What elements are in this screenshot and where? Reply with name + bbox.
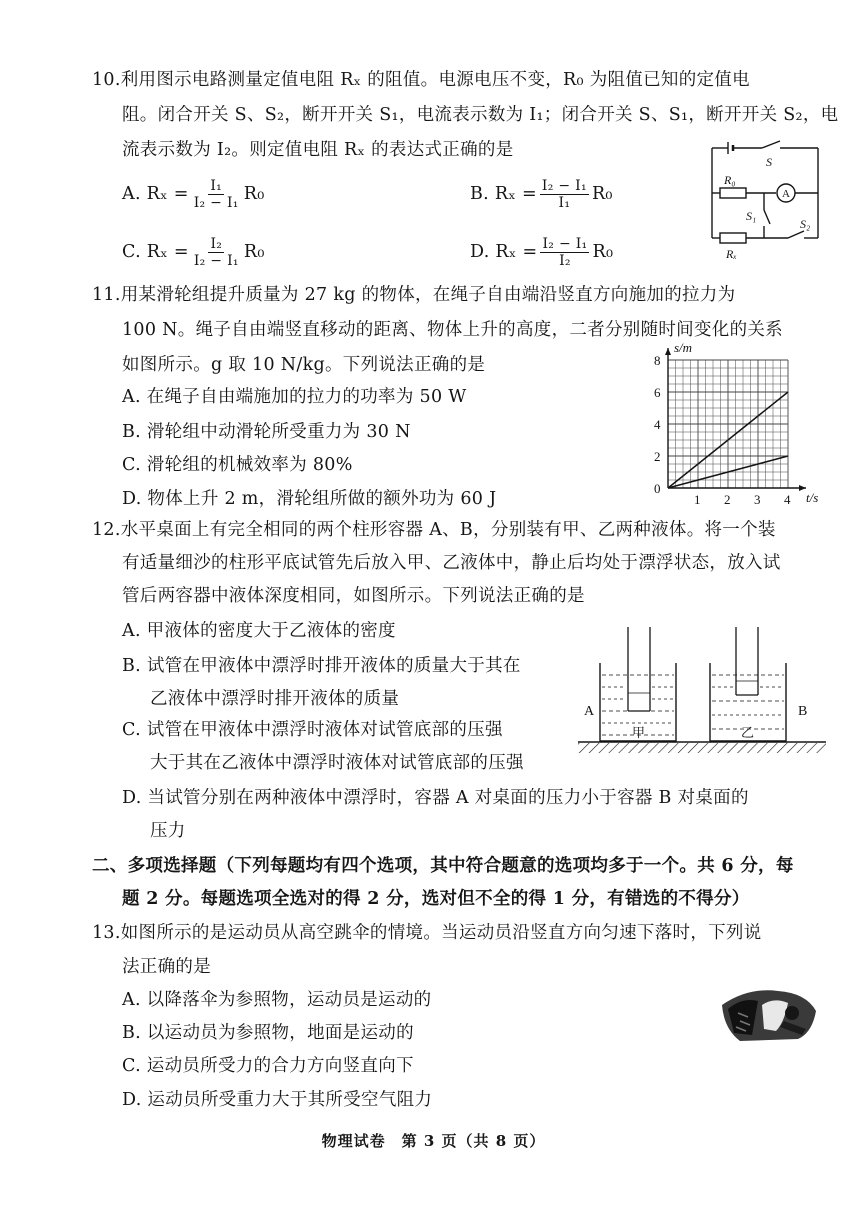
container-b-label: B [798, 704, 808, 719]
q11-option-d: D. 物体上升 2 m，滑轮组所做的额外功为 60 J [122, 489, 497, 509]
liquid-b-label: 乙 [741, 726, 755, 741]
q12-option-c-1: C. 试管在甲液体中漂浮时液体对试管底部的压强 [122, 720, 503, 740]
q10-option-c: C. Rₓ = $\frac{\text{I₂}}{\text{I₂ − I₁}}$ R₀ [122, 236, 265, 269]
q10-option-d: D. Rₓ = $\frac{\text{I₂ − I₁}}{\text{I₂}}$ R₀ [470, 236, 614, 269]
ammeter-symbol: A [782, 188, 790, 200]
q12-option-d-2: 压力 [150, 821, 186, 841]
x-axis-label: t/s [806, 490, 819, 505]
q12-option-c-2: 大于其在乙液体中漂浮时液体对试管底部的压强 [150, 753, 524, 773]
q13-option-d: D. 运动员所受重力大于其所受空气阻力 [122, 1090, 433, 1110]
q11-line-3: 如图所示。g 取 10 N/kg。下列说法正确的是 [122, 355, 486, 375]
chart-grid [668, 360, 788, 488]
y-tick-label: 0 [654, 481, 661, 496]
y-axis-arrow [665, 348, 671, 355]
page-footer: 物理试卷 第 3 页（共 8 页） [321, 1132, 546, 1150]
q10-option-a: A. Rₓ = $\frac{\text{I₁}}{\text{I₂ − I₁}}$ R₀ [122, 178, 265, 211]
x-tick-label: 3 [754, 492, 761, 507]
section-2-heading-line-1: 二、多项选择题（下列每题均有四个选项，其中符合题意的选项均多于一个。共 6 分，每 [92, 856, 794, 876]
q12-option-b-1: B. 试管在甲液体中漂浮时排开液体的质量大于其在 [122, 656, 521, 676]
x-tick-label: 2 [724, 492, 731, 507]
circuit-diagram [700, 138, 830, 268]
circuit-label-r0: R₀ [724, 173, 736, 187]
s-t-chart [640, 340, 830, 510]
y-tick-label: 2 [654, 449, 661, 464]
y-tick-label: 6 [654, 385, 661, 400]
q12-line-3: 管后两容器中液体深度相同，如图所示。下列说法正确的是 [122, 586, 585, 606]
q13-option-c: C. 运动员所受力的合力方向竖直向下 [122, 1056, 414, 1076]
y-tick-label: 4 [654, 417, 661, 432]
circuit-label-rx: Rₓ [726, 247, 737, 261]
x-tick-label: 4 [784, 492, 791, 507]
q10-option-b: B. Rₓ = $\frac{\text{I₂ − I₁}}{\text{I₁}}$ R₀ [470, 178, 613, 211]
liquid-a-label: 甲 [632, 726, 646, 741]
circuit-label-s1: S₁ [746, 209, 757, 223]
q13-line-1: 13.如图所示的是运动员从高空跳伞的情境。当运动员沿竖直方向匀速下落时，下列说 [92, 923, 762, 943]
containers-figure [578, 625, 828, 760]
x-tick-label: 1 [694, 492, 701, 507]
q13-option-a: A. 以降落伞为参照物，运动员是运动的 [122, 990, 432, 1010]
q12-line-1: 12.水平桌面上有完全相同的两个柱形容器 A、B，分别装有甲、乙两种液体。将一个装 [92, 520, 776, 540]
q13-line-2: 法正确的是 [122, 957, 211, 977]
section-2-heading-line-2: 题 2 分。每题选项全选对的得 2 分，选对但不全的得 1 分，有错选的不得分） [122, 889, 750, 909]
container-a-label: A [584, 704, 595, 719]
q11-line-1: 11.用某滑轮组提升质量为 27 kg 的物体，在绳子自由端沿竖直方向施加的拉力为 [92, 285, 736, 305]
y-tick-label: 8 [654, 353, 661, 368]
q11-option-a: A. 在绳子自由端施加的拉力的功率为 50 W [122, 387, 467, 407]
chart-ticks [654, 340, 818, 507]
q10-line-1: 10.利用图示电路测量定值电阻 Rₓ 的阻值。电源电压不变，R₀ 为阻值已知的定值电 [92, 70, 750, 90]
skydiver-photo [718, 983, 820, 1045]
q13-option-b: B. 以运动员为参照物，地面是运动的 [122, 1023, 414, 1043]
circuit-label-s2: S₂ [800, 217, 811, 231]
q11-line-2: 100 N。绳子自由端竖直移动的距离、物体上升的高度，二者分别随时间变化的关系 [122, 320, 783, 340]
q12-line-2: 有适量细沙的柱形平底试管先后放入甲、乙液体中，静止后均处于漂浮状态，放入试 [122, 553, 781, 573]
q12-option-a: A. 甲液体的密度大于乙液体的密度 [122, 621, 396, 641]
q10-line-2: 阻。闭合开关 S、S₂，断开开关 S₁，电流表示数为 I₁；闭合开关 S、S₁，断开开关 S₂，电 [122, 105, 839, 125]
q11-option-c: C. 滑轮组的机械效率为 80% [122, 455, 353, 475]
y-axis-label: s/m [674, 340, 693, 355]
q12-option-b-2: 乙液体中漂浮时排开液体的质量 [150, 689, 400, 709]
q12-option-d-1: D. 当试管分别在两种液体中漂浮时，容器 A 对桌面的压力小于容器 B 对桌面的 [122, 788, 749, 808]
circuit-label-s: S [766, 155, 772, 169]
q10-line-3: 流表示数为 I₂。则定值电阻 Rₓ 的表达式正确的是 [122, 140, 514, 160]
q11-option-b: B. 滑轮组中动滑轮所受重力为 30 N [122, 422, 411, 442]
x-axis-arrow [799, 485, 806, 491]
